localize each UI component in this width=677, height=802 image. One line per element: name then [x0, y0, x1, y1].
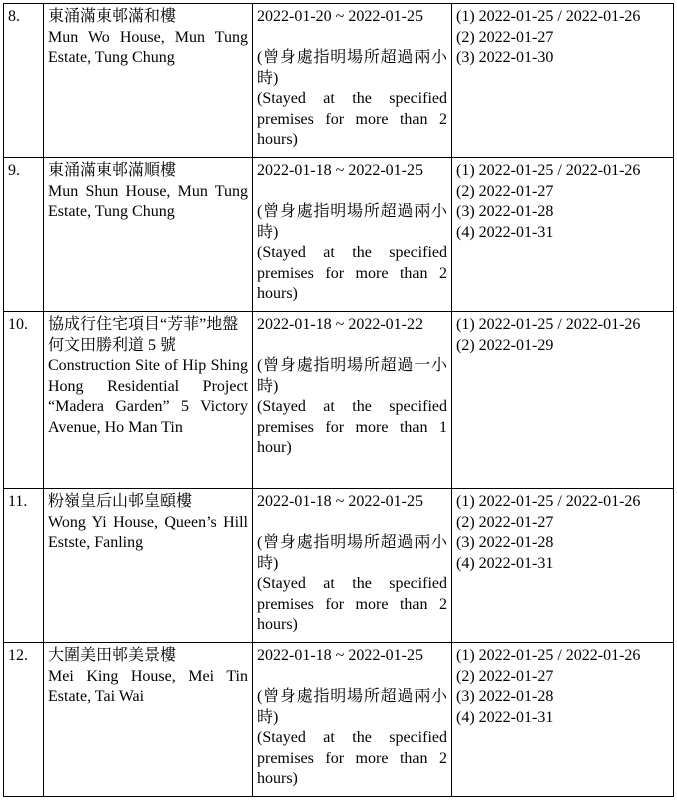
stay-note-en: (Stayed at the specified premises for more than 2 hours) — [257, 575, 447, 633]
stay-note-en: (Stayed at the specified premises for more than 2 hours) — [257, 244, 447, 302]
stay-note-zh: (曾身處指明場所超過兩小時) — [257, 49, 447, 87]
stay-period: 2022-01-18 ~ 2022-01-25 — [257, 493, 423, 510]
period-cell — [253, 489, 452, 643]
test-dates-cell — [452, 158, 674, 312]
table-row — [4, 643, 674, 797]
table-row — [4, 4, 674, 158]
premises-name-zh: 東涌滿東邨滿和樓 — [48, 8, 177, 25]
test-dates-cell — [452, 4, 674, 158]
stay-period: 2022-01-18 ~ 2022-01-25 — [257, 162, 423, 179]
test-date: (4) 2022-01-31 — [456, 708, 554, 726]
row-number: 8. — [4, 4, 44, 158]
test-date: (1) 2022-01-25 / 2022-01-26 — [456, 162, 641, 179]
premises-address-zh: 何文田勝利道 5 號 — [48, 336, 177, 354]
premises-name-en: Mun Shun House, Mun Tung Estate, Tung Chung — [48, 182, 248, 220]
test-dates-cell — [452, 489, 674, 643]
test-dates-cell — [452, 643, 674, 797]
stay-note-zh: (曾身處指明場所超過兩小時) — [257, 534, 447, 572]
premises-name-zh: 東涌滿東邨滿順樓 — [48, 162, 177, 179]
stay-note-zh: (曾身處指明場所超過兩小時) — [257, 688, 447, 726]
period-cell — [253, 643, 452, 797]
premises-cell — [44, 4, 253, 158]
row-number: 10. — [4, 312, 44, 489]
table-row — [4, 489, 674, 643]
period-cell — [253, 4, 452, 158]
premises-name-en: Mun Wo House, Mun Tung Estate, Tung Chung — [48, 28, 248, 66]
row-number: 11. — [4, 489, 44, 643]
test-date: (3) 2022-01-28 — [456, 688, 554, 705]
test-date: (1) 2022-01-25 / 2022-01-26 — [456, 493, 641, 510]
premises-cell — [44, 643, 253, 797]
stay-note-en: (Stayed at the specified premises for more than 2 hours) — [257, 729, 447, 787]
stay-period: 2022-01-20 ~ 2022-01-25 — [257, 8, 423, 25]
test-date: (2) 2022-01-29 — [456, 336, 554, 354]
premises-name-en: Mei King House, Mei Tin Estate, Tai Wai — [48, 667, 248, 705]
table-row — [4, 312, 674, 489]
premises-name-zh: 粉嶺皇后山邨皇頤樓 — [48, 493, 193, 510]
test-date: (2) 2022-01-27 — [456, 28, 554, 46]
premises-name-zh: 協成行住宅項目“芳菲”地盤 — [48, 316, 239, 333]
stay-note-en: (Stayed at the specified premises for more than 1 hour) — [257, 398, 447, 456]
test-date: (2) 2022-01-27 — [456, 513, 554, 531]
test-date: (1) 2022-01-25 / 2022-01-26 — [456, 316, 641, 333]
test-date: (2) 2022-01-27 — [456, 182, 554, 200]
premises-name-en: Wong Yi House, Queen’s Hill Estste, Fanling — [48, 513, 248, 551]
test-date: (2) 2022-01-27 — [456, 667, 554, 685]
test-date: (4) 2022-01-31 — [456, 223, 554, 241]
row-number: 9. — [4, 158, 44, 312]
premises-cell — [44, 312, 253, 489]
period-cell — [253, 158, 452, 312]
premises-name-zh: 大圍美田邨美景樓 — [48, 647, 177, 664]
stay-note-en: (Stayed at the specified premises for more than 2 hours) — [257, 90, 447, 148]
premises-name-en: Construction Site of Hip Shing Hong Residential Project “Madera Garden” 5 Victory Avenue, Ho Man Tin — [48, 357, 248, 436]
period-cell — [253, 312, 452, 489]
stay-period: 2022-01-18 ~ 2022-01-22 — [257, 316, 423, 333]
premises-cell — [44, 158, 253, 312]
test-date: (3) 2022-01-30 — [456, 49, 554, 66]
stay-note-zh: (曾身處指明場所超過兩小時) — [257, 203, 447, 241]
stay-note-zh: (曾身處指明場所超過一小時) — [257, 357, 447, 395]
premises-cell — [44, 489, 253, 643]
test-dates-cell — [452, 312, 674, 489]
premises-table — [3, 3, 674, 797]
row-number: 12. — [4, 643, 44, 797]
test-date: (1) 2022-01-25 / 2022-01-26 — [456, 8, 641, 25]
test-date: (1) 2022-01-25 / 2022-01-26 — [456, 647, 641, 664]
test-date: (4) 2022-01-31 — [456, 554, 554, 572]
test-date: (3) 2022-01-28 — [456, 203, 554, 220]
test-date: (3) 2022-01-28 — [456, 534, 554, 551]
table-row — [4, 158, 674, 312]
stay-period: 2022-01-18 ~ 2022-01-25 — [257, 647, 423, 664]
